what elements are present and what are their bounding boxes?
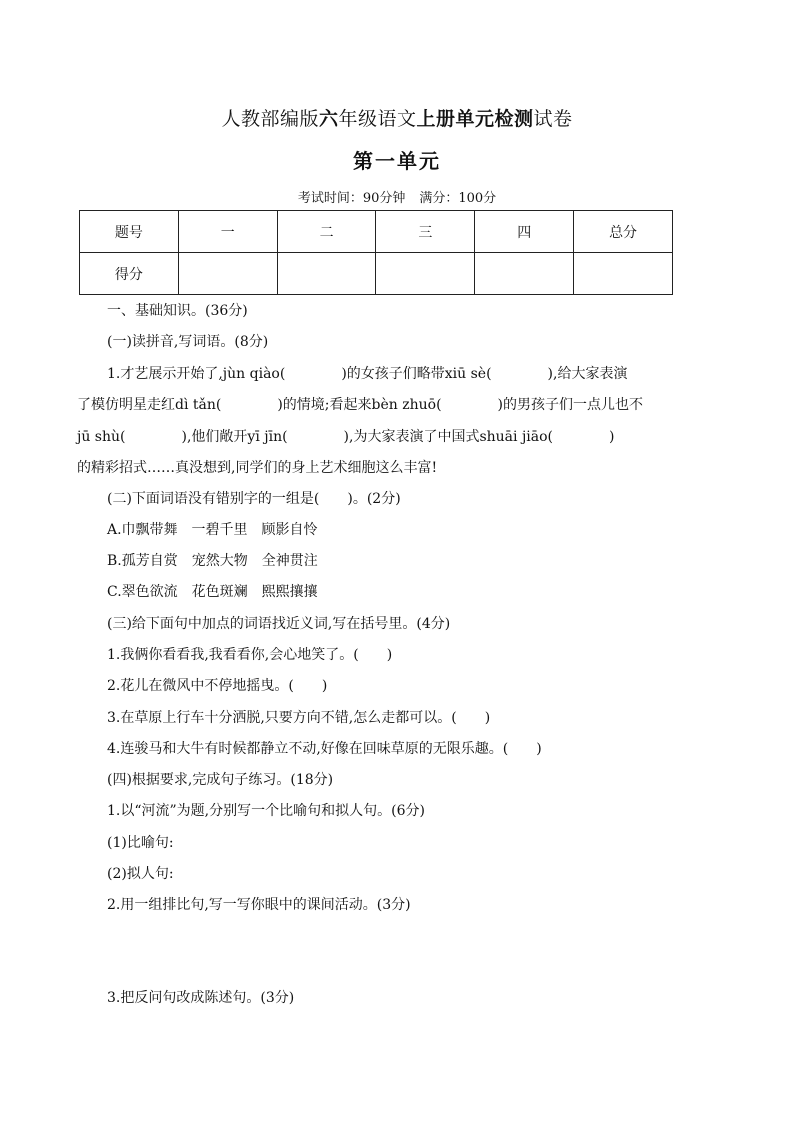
section-1-1-heading: (一)读拼音,写词语。(8分)	[107, 334, 269, 350]
title-part-4: 上册	[416, 108, 456, 130]
exam-time: 考试时间：90分钟	[297, 191, 406, 206]
question-1-line-3	[77, 427, 737, 447]
title-part-2: 六	[318, 108, 339, 130]
question-4-3: 3.把反问句改成陈述句。(3分)	[107, 990, 295, 1006]
score-cell[interactable]	[178, 253, 277, 295]
title-part-3: 年级语文	[338, 108, 417, 130]
score-cell[interactable]	[277, 253, 376, 295]
score-header-cell: 四	[475, 211, 574, 253]
question-1-line-4: 的精彩招式……真没想到,同学们的身上艺术细胞这么丰富!	[77, 460, 438, 476]
title-part-5: 单元检测	[455, 108, 534, 130]
question-4-1: 1.以“河流”为题,分别写一个比喻句和拟人句。(6分)	[107, 803, 425, 819]
score-header-cell: 一	[178, 211, 277, 253]
exam-meta	[0, 187, 794, 206]
option-c[interactable]: C.翠色欲流 花色斑斓 熙熙攘攘	[107, 584, 318, 600]
score-header-cell: 二	[277, 211, 376, 253]
question-text: jū shù(	[77, 429, 126, 445]
section-1-4-heading: (四)根据要求,完成句子练习。(18分)	[107, 772, 334, 788]
unit-subtitle: 第一单元	[353, 149, 441, 173]
exam-title	[0, 104, 794, 131]
question-text: ),给大家表演	[547, 366, 628, 382]
score-cell[interactable]	[376, 253, 475, 295]
question-text: )	[609, 429, 615, 445]
question-text: )的女孩子们略带xiū sè(	[341, 366, 492, 382]
question-3-3: 3.在草原上行车十分洒脱,只要方向不错,怎么走都可以。( )	[107, 710, 491, 726]
section-1-heading: 一、基础知识。(36分)	[107, 303, 248, 319]
question-3-2: 2.花儿在微风中不停地摇曳。( )	[107, 678, 328, 694]
question-text: ),为大家表演了中国式shuāi jiāo(	[343, 429, 554, 445]
score-table-header-row	[80, 211, 673, 253]
section-1-3-heading: (三)给下面句中加点的词语找近义词,写在括号里。(4分)	[107, 616, 451, 632]
question-1-line-2	[77, 395, 737, 415]
exam-full-score: 满分：100分	[419, 191, 497, 206]
question-3-1: 1.我俩你看看我,我看看你,会心地笑了。( )	[107, 647, 393, 663]
title-part-1: 人教部编版	[221, 108, 319, 130]
score-table-score-row	[80, 253, 673, 295]
option-b[interactable]: B.孤芳自赏 宠然大物 全神贯注	[107, 553, 318, 569]
question-text: 1.才艺展示开始了,jùn qiào(	[107, 366, 286, 382]
question-3-4: 4.连骏马和大牛有时候都静立不动,好像在回味草原的无限乐趣。( )	[107, 741, 542, 757]
question-text: 了模仿明星走红dì tǎn(	[77, 397, 222, 413]
question-4-2: 2.用一组排比句,写一写你眼中的课间活动。(3分)	[107, 897, 411, 913]
score-cell[interactable]	[475, 253, 574, 295]
question-1-line-1	[107, 364, 767, 384]
score-table	[79, 210, 673, 295]
option-a[interactable]: A.巾飘带舞 一碧千里 顾影自怜	[107, 522, 318, 538]
question-text: )的男孩子们一点儿也不	[497, 397, 644, 413]
score-cell[interactable]	[574, 253, 673, 295]
title-part-6: 试卷	[533, 108, 573, 130]
score-header-cell: 题号	[80, 211, 179, 253]
score-header-cell: 总分	[574, 211, 673, 253]
question-4-1-a: (1)比喻句:	[107, 835, 174, 851]
question-4-1-b: (2)拟人句:	[107, 866, 174, 882]
section-1-2-heading: (二)下面词语没有错别字的一组是( )。(2分)	[107, 491, 401, 507]
score-row-label: 得分	[80, 253, 179, 295]
question-text: )的情境;看起来bèn zhuō(	[277, 397, 442, 413]
score-header-cell: 三	[376, 211, 475, 253]
question-text: ),他们敞开yī jīn(	[181, 429, 288, 445]
